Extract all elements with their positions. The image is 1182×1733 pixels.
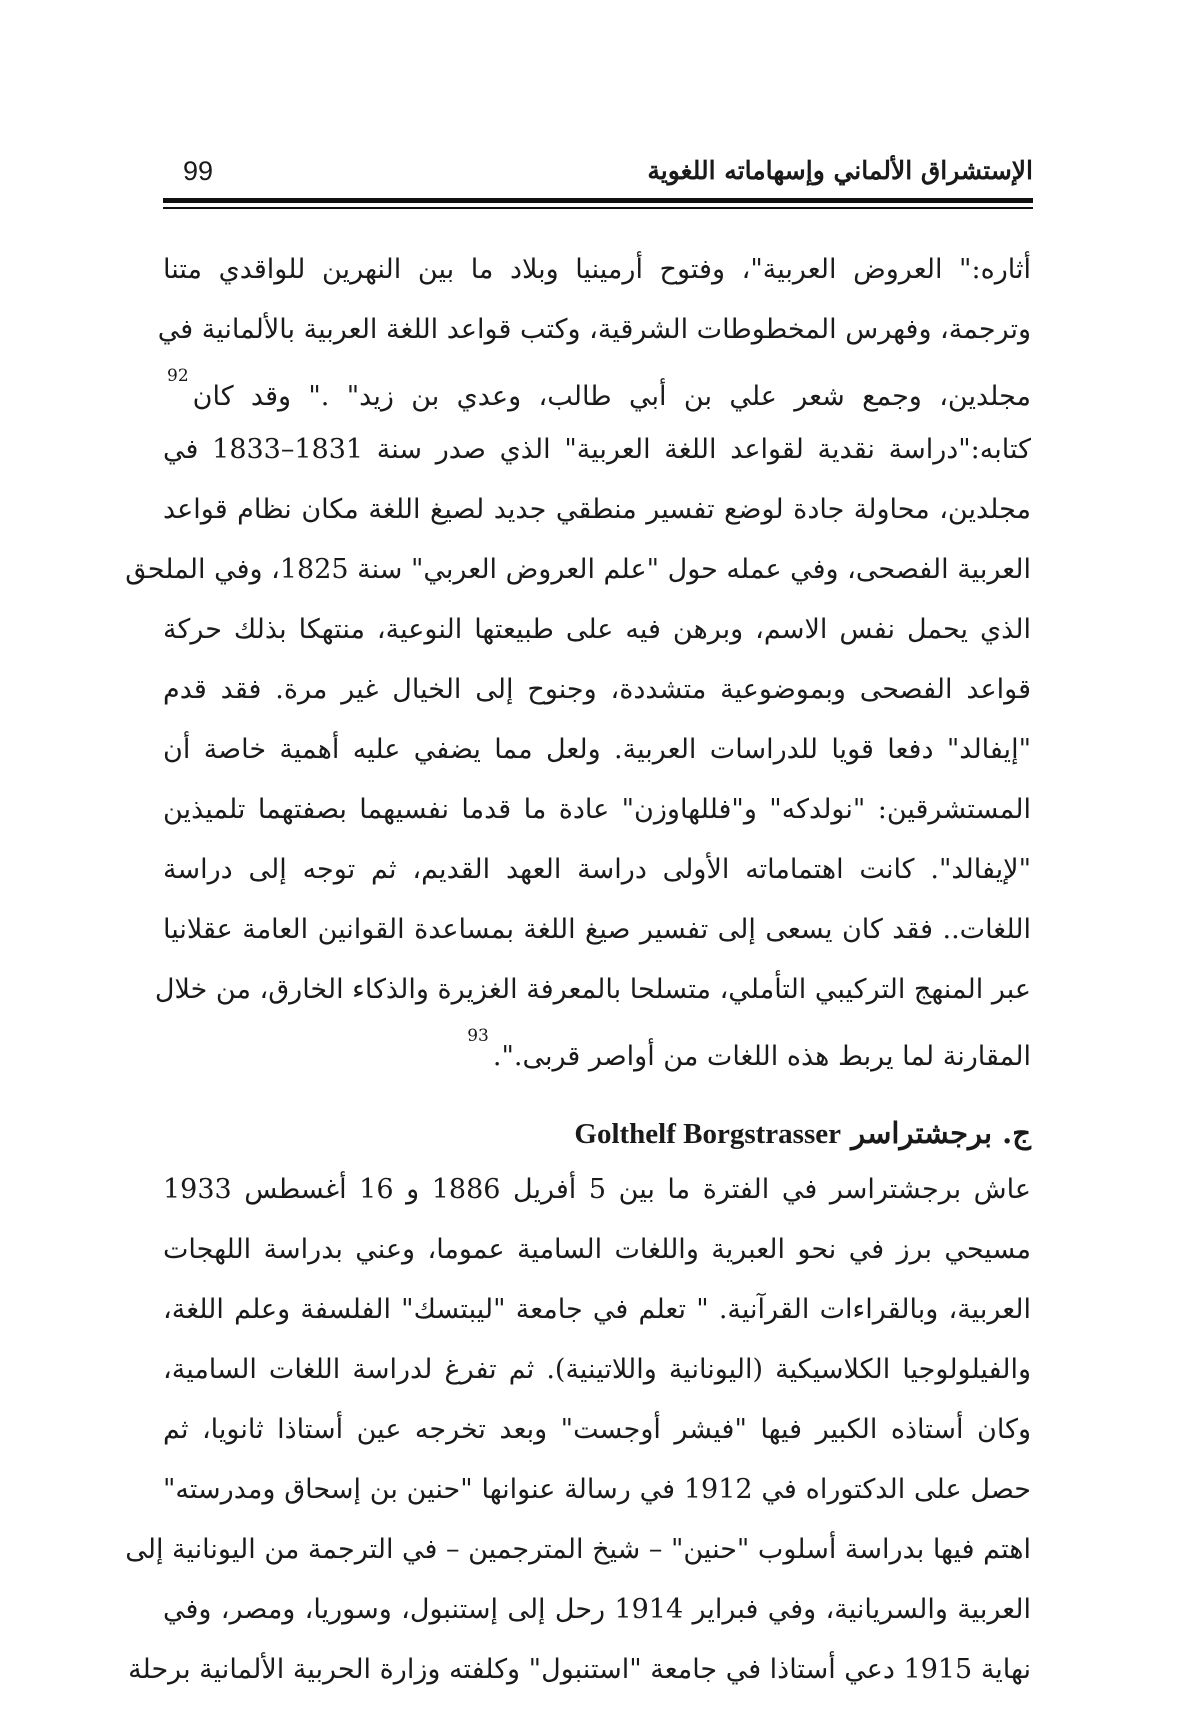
footnote-ref: 92 bbox=[167, 366, 189, 386]
text-line: اهتم فيها بدراسة أسلوب "حنين" – شيخ المترجمين – في الترجمة من اليونانية إلى bbox=[125, 1534, 1031, 1565]
paragraph-ewald bbox=[125, 240, 1031, 1080]
body-text bbox=[125, 240, 1031, 1700]
text-line: حصل على الدكتوراه في 1912 في رسالة عنوانها "حنين بن إسحاق ومدرسته" bbox=[163, 1474, 1031, 1505]
running-title: الإستشراق الألماني وإسهاماته اللغوية bbox=[647, 156, 1033, 185]
text-line: "إيفالد" دفعا قويا للدراسات العربية. ولعل مما يضفي عليه أهمية خاصة أن bbox=[163, 734, 1031, 765]
text-line: العربية والسريانية، وفي فبراير 1914 رحل إلى إستنبول، وسوريا، ومصر، وفي bbox=[163, 1594, 1031, 1625]
text-line: أثاره:" العروض العربية"، وفتوح أرمينيا وبلاد ما بين النهرين للواقدي متنا bbox=[163, 254, 1031, 285]
text-line: نهاية 1915 دعي أستاذا في جامعة "استنبول" وكلفته وزارة الحربية الألمانية برحلة bbox=[128, 1654, 1031, 1685]
paragraph-bergstrasser bbox=[125, 1160, 1031, 1700]
header-rule-thin bbox=[163, 207, 1033, 209]
section-heading-latin: Golthelf Borgstrasser bbox=[574, 1118, 841, 1150]
section-heading-arabic: ج. برجشتراسر bbox=[851, 1116, 1031, 1150]
page-header bbox=[163, 150, 1033, 196]
text-line: مسيحي برز في نحو العبرية واللغات السامية عموما، وعني بدراسة اللهجات bbox=[163, 1234, 1031, 1265]
text-line: العربية الفصحى، وفي عمله حول "علم العروض العربي" سنة 1825، وفي الملحق bbox=[125, 554, 1031, 585]
text-line: الذي يحمل نفس الاسم، وبرهن فيه على طبيعتها النوعية، منتهكا بذلك حركة bbox=[163, 614, 1031, 645]
text-line: وترجمة، وفهرس المخطوطات الشرقية، وكتب قواعد اللغة العربية بالألمانية في bbox=[157, 314, 1031, 345]
footnote-ref: 93 bbox=[467, 1026, 489, 1046]
text-line: المقارنة لما يربط هذه اللغات من أواصر قربى.". bbox=[492, 1041, 1031, 1072]
text-line: والفيلولوجيا الكلاسيكية (اليونانية واللاتينية). ثم تفرغ لدراسة اللغات السامية، bbox=[163, 1354, 1031, 1385]
text-line: العربية، وبالقراءات القرآنية. " تعلم في جامعة "ليبتسك" الفلسفة وعلم اللغة، bbox=[163, 1294, 1031, 1325]
text-line-with-footnote bbox=[163, 360, 1031, 420]
text-line: عاش برجشتراسر في الفترة ما بين 5 أفريل 1886 و 16 أغسطس 1933 bbox=[163, 1174, 1031, 1205]
text-line: اللغات.. فقد كان يسعى إلى تفسير صيغ اللغة بمساعدة القوانين العامة عقلانيا bbox=[163, 914, 1031, 945]
text-line-last bbox=[163, 1020, 1031, 1080]
text-line: قواعد الفصحى وبموضوعية متشددة، وجنوح إلى الخيال غير مرة. فقد قدم bbox=[163, 674, 1031, 705]
section-heading bbox=[163, 1080, 1031, 1160]
text-line: المستشرقين: "نولدكه" و"فللهاوزن" عادة ما قدما نفسيهما بصفتهما تلميذين bbox=[163, 794, 1031, 825]
page-number: 99 bbox=[183, 156, 214, 186]
text-line: عبر المنهج التركيبي التأملي، متسلحا بالمعرفة الغزيرة والذكاء الخارق، من خلال bbox=[154, 974, 1031, 1005]
text-line: مجلدين، وجمع شعر علي بن أبي طالب، وعدي بن زيد" ." وقد كان bbox=[192, 381, 1031, 412]
header-rule-thick bbox=[163, 198, 1033, 203]
text-line: "لإيفالد". كانت اهتماماته الأولى دراسة العهد القديم، ثم توجه إلى دراسة bbox=[163, 854, 1031, 885]
text-line: كتابه:"دراسة نقدية لقواعد اللغة العربية" الذي صدر سنة 1831–1833 في bbox=[163, 434, 1031, 465]
text-line: وكان أستاذه الكبير فيها "فيشر أوجست" وبعد تخرجه عين أستاذا ثانويا، ثم bbox=[163, 1414, 1031, 1445]
text-line: مجلدين، محاولة جادة لوضع تفسير منطقي جديد لصيغ اللغة مكان نظام قواعد bbox=[163, 494, 1031, 525]
